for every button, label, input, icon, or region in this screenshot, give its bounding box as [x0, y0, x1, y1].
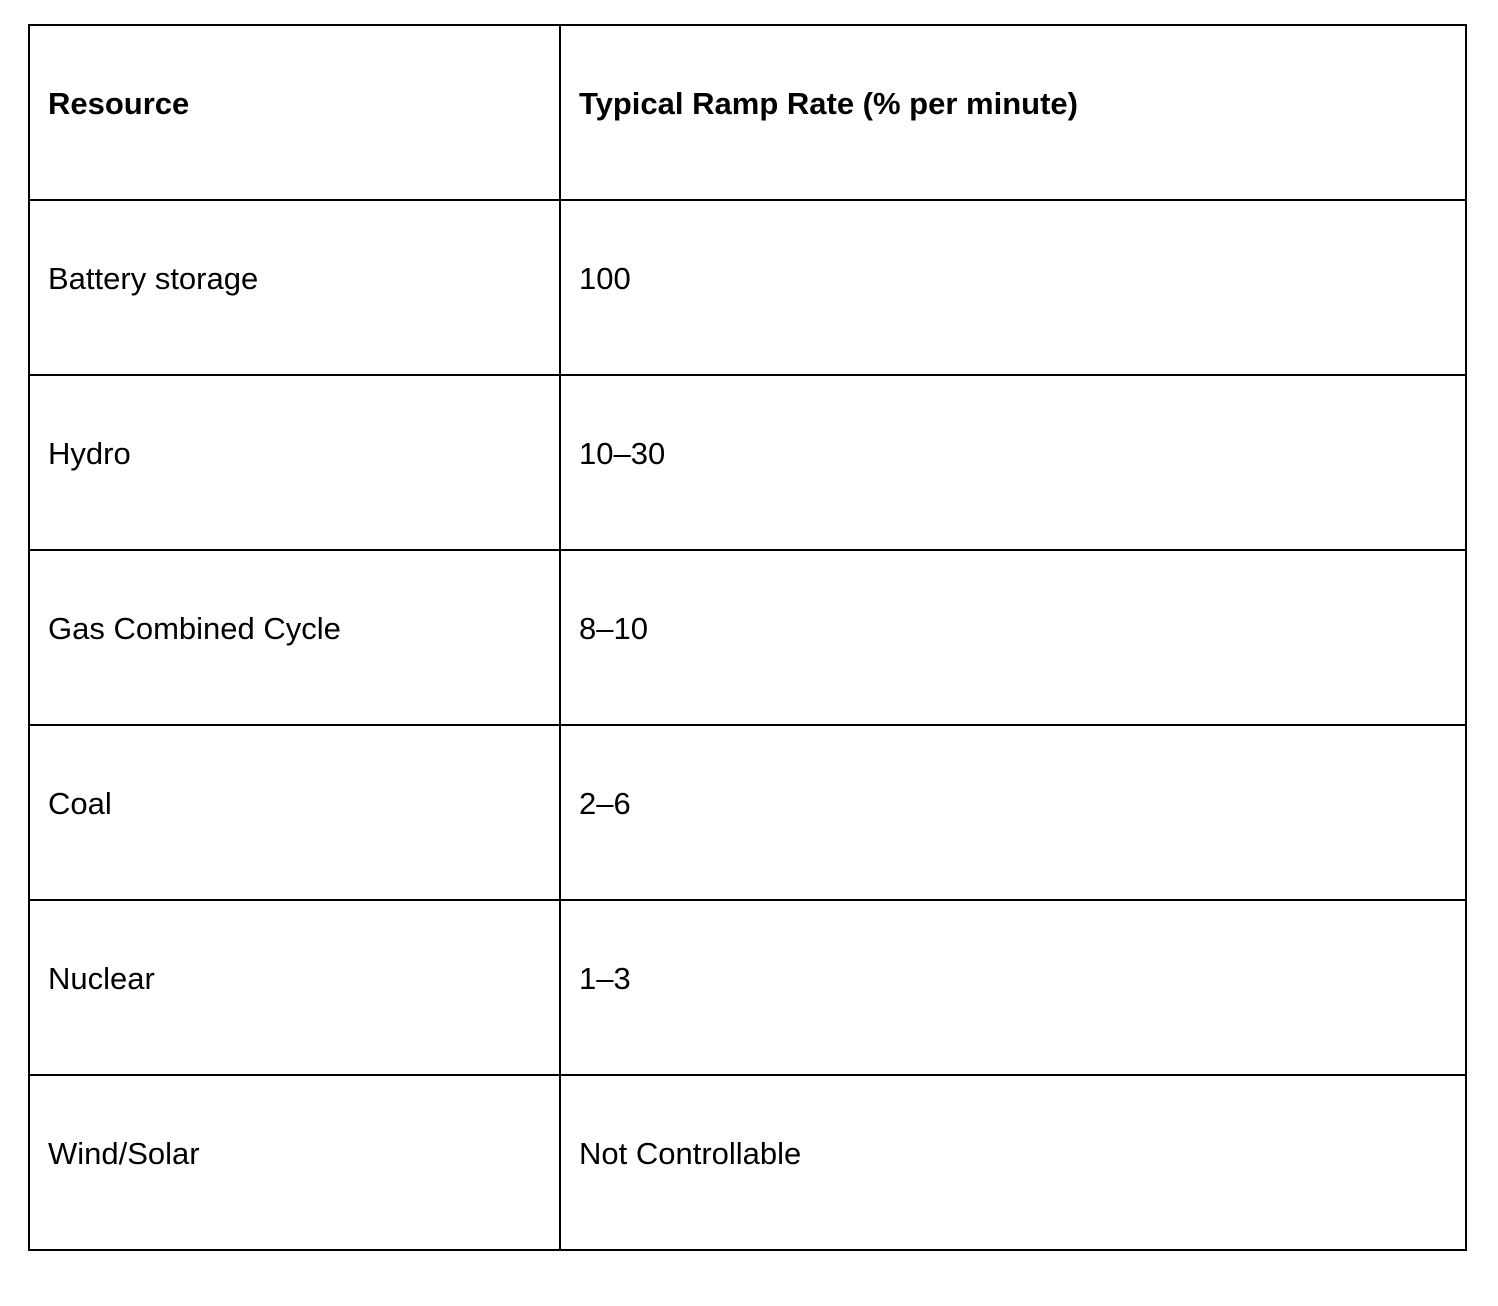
- ramp-rate-value: 10–30: [579, 436, 666, 471]
- header-resource: [29, 25, 560, 200]
- table-row: [29, 725, 1466, 900]
- table-row: [29, 1075, 1466, 1250]
- ramp-rate-value: 1–3: [579, 961, 631, 996]
- ramp-rate-value: 8–10: [579, 611, 648, 646]
- table-row: [29, 375, 1466, 550]
- ramp-rate-value: 100: [579, 261, 631, 296]
- resource-name: Gas Combined Cycle: [48, 611, 341, 646]
- ramp-rate-cell: [560, 900, 1466, 1075]
- ramp-rate-cell: [560, 1075, 1466, 1250]
- ramp-rate-cell: [560, 550, 1466, 725]
- header-resource-label: Resource: [48, 86, 190, 121]
- ramp-rate-table-container: [28, 24, 1467, 1251]
- ramp-rate-cell: [560, 375, 1466, 550]
- resource-cell: [29, 900, 560, 1075]
- table-row: [29, 550, 1466, 725]
- ramp-rate-value: 2–6: [579, 786, 631, 821]
- table-row: [29, 900, 1466, 1075]
- resource-cell: [29, 725, 560, 900]
- resource-name: Nuclear: [48, 961, 155, 996]
- table-header-row: [29, 25, 1466, 200]
- ramp-rate-value: Not Controllable: [579, 1136, 802, 1171]
- resource-cell: [29, 375, 560, 550]
- resource-cell: [29, 1075, 560, 1250]
- ramp-rate-cell: [560, 725, 1466, 900]
- resource-name: Hydro: [48, 436, 131, 471]
- header-ramp-rate: [560, 25, 1466, 200]
- resource-name: Coal: [48, 786, 112, 821]
- resource-name: Wind/Solar: [48, 1136, 200, 1171]
- table-row: [29, 200, 1466, 375]
- ramp-rate-table: [28, 24, 1467, 1251]
- header-ramp-rate-label: Typical Ramp Rate (% per minute): [579, 86, 1078, 121]
- ramp-rate-cell: [560, 200, 1466, 375]
- resource-cell: [29, 200, 560, 375]
- resource-name: Battery storage: [48, 261, 259, 296]
- resource-cell: [29, 550, 560, 725]
